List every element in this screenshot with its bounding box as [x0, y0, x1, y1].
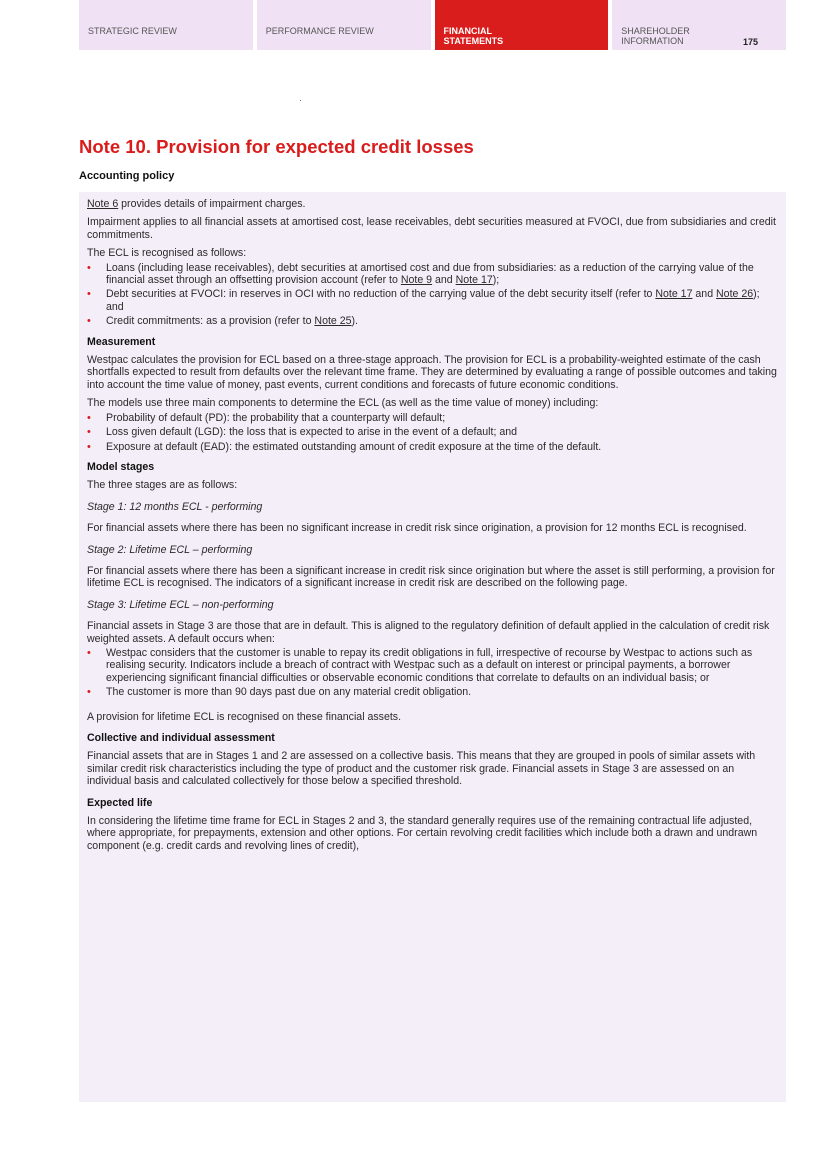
- model-stages-intro: The three stages are as follows:: [87, 479, 238, 492]
- note-link[interactable]: Note 17: [655, 288, 693, 301]
- model-stages-heading: Model stages: [87, 460, 155, 473]
- list-item: • The customer is more than 90 days past due on any material credit obligation.: [87, 686, 777, 698]
- list-item: • Westpac considers that the customer is unable to repay its credit obligations in full, irrespective of recourse by Westpac to actions such as realising security. Indicators include a breach of contract with Westpac such as a default on interest or principal payments, a borrower experiencing significant financial difficulties or observable economic conditions that correlate to defaults on an individual basis; or: [87, 647, 777, 684]
- accounting-policy-box: [79, 192, 786, 1102]
- tab-label: STRATEGIC REVIEW: [88, 26, 177, 36]
- tab-financial-statements[interactable]: [435, 0, 609, 50]
- stage3-closing: A provision for lifetime ECL is recognised on these financial assets.: [87, 710, 402, 723]
- stage2-title: Stage 2: Lifetime ECL – performing: [87, 543, 253, 556]
- default-conditions-list: [87, 647, 777, 699]
- tab-label: FINANCIAL STATEMENTS: [443, 26, 504, 46]
- tab-strategic-review[interactable]: [79, 0, 253, 50]
- stage2-text: For financial assets where there has been a significant increase in credit risk since origination but where the asset is still performing, a provision for lifetime ECL is recognised. The indicators of a significant increase in credit risk are described on the following page.: [87, 564, 775, 590]
- tab-label: PERFORMANCE REVIEW: [265, 26, 374, 36]
- policy-paragraph: Impairment applies to all financial assets at amortised cost, lease receivables, debt securities measured at FVOCI, due from subsidiaries and credit commitments.: [87, 216, 776, 241]
- ecl-components-list: [87, 412, 777, 453]
- list-item: • Loss given default (LGD): the loss that is expected to arise in the event of a default; and: [87, 426, 777, 438]
- tab-shareholder-information[interactable]: [612, 0, 786, 50]
- collective-text: Financial assets that are in Stages 1 and 2 are assessed on a collective basis. This means that they are grouped in pools of similar assets with similar credit risk characteristics including the type of product and the customer risk grade. Financial assets in Stage 3 are assessed on an individual basis and calculated collectively for those below a specified threshold.: [87, 750, 756, 788]
- expected-life-heading: Expected life: [87, 796, 153, 809]
- collective-heading: Collective and individual assessment: [87, 732, 275, 744]
- list-item: • Loans (including lease receivables), debt securities at amortised cost and due from subsidiaries: as a reduction of the carrying value of the financial asset through an offsetting provision account (refer to Note 9 and Note 17);: [87, 262, 777, 287]
- list-item: • Credit commitments: as a provision (refer to Note 25).: [87, 315, 777, 327]
- policy-intro: Note 6 provides details of impairment charges.: [87, 198, 306, 210]
- note-link[interactable]: Note 26: [716, 288, 754, 301]
- list-item: • Probability of default (PD): the probability that a counterparty will default;: [87, 412, 777, 424]
- section-tabs: [79, 0, 786, 50]
- measurement-heading: Measurement: [87, 335, 156, 348]
- stage3-text: Financial assets in Stage 3 are those that are in default. This is aligned to the regulatory definition of default applied in the calculation of credit risk weighted assets. A default occurs when:: [87, 620, 770, 645]
- stage1-title: Stage 1: 12 months ECL - performing: [87, 500, 263, 513]
- measurement-paragraph: Westpac calculates the provision for ECL based on a three-stage approach. The provision for ECL is a probability-weighted estimate of the cash shortfalls expected to result from defaults over the relevant time frame. They are determined by evaluating a range of possible outcomes and taking into account the time value of money, past events, current conditions and forecasts of future economic conditions.: [87, 354, 777, 391]
- tab-label: SHAREHOLDER INFORMATION: [621, 26, 690, 46]
- stage3-title: Stage 3: Lifetime ECL – non-performing: [87, 598, 274, 611]
- measurement-paragraph: The models use three main components to determine the ECL (as well as the time value of money) including:: [87, 397, 599, 410]
- tab-performance-review[interactable]: [257, 0, 431, 50]
- note-link[interactable]: Note 25: [314, 315, 352, 328]
- list-item: • Debt securities at FVOCI: in reserves in OCI with no reduction of the carrying value of the debt security itself (refer to Note 17 and Note 26); and: [87, 288, 777, 313]
- note-link[interactable]: Note 17: [455, 274, 493, 287]
- stray-mark: [300, 100, 301, 101]
- expected-life-text: In considering the lifetime time frame for ECL in Stages 2 and 3, the standard generally requires use of the remaining contractual life adjusted, where appropriate, for prepayments, extension and other options. For certain revolving credit facilities which include both a drawn and undrawn component (e.g. credit cards and revolving lines of credit),: [87, 815, 758, 852]
- ecl-recognition-list: [87, 262, 777, 328]
- note-link[interactable]: Note 6: [87, 198, 119, 210]
- list-item: • Exposure at default (EAD): the estimated outstanding amount of credit exposure at the time of the default.: [87, 441, 777, 453]
- page-title: Note 10. Provision for expected credit losses: [79, 136, 474, 157]
- stage1-text: For financial assets where there has been no significant increase in credit risk since origination, a provision for 12 months ECL is recognised.: [87, 522, 747, 535]
- page-number: 175: [742, 37, 758, 47]
- section-subtitle: Accounting policy: [79, 170, 175, 182]
- policy-paragraph: The ECL is recognised as follows:: [87, 247, 247, 260]
- note-link[interactable]: Note 9: [400, 274, 433, 287]
